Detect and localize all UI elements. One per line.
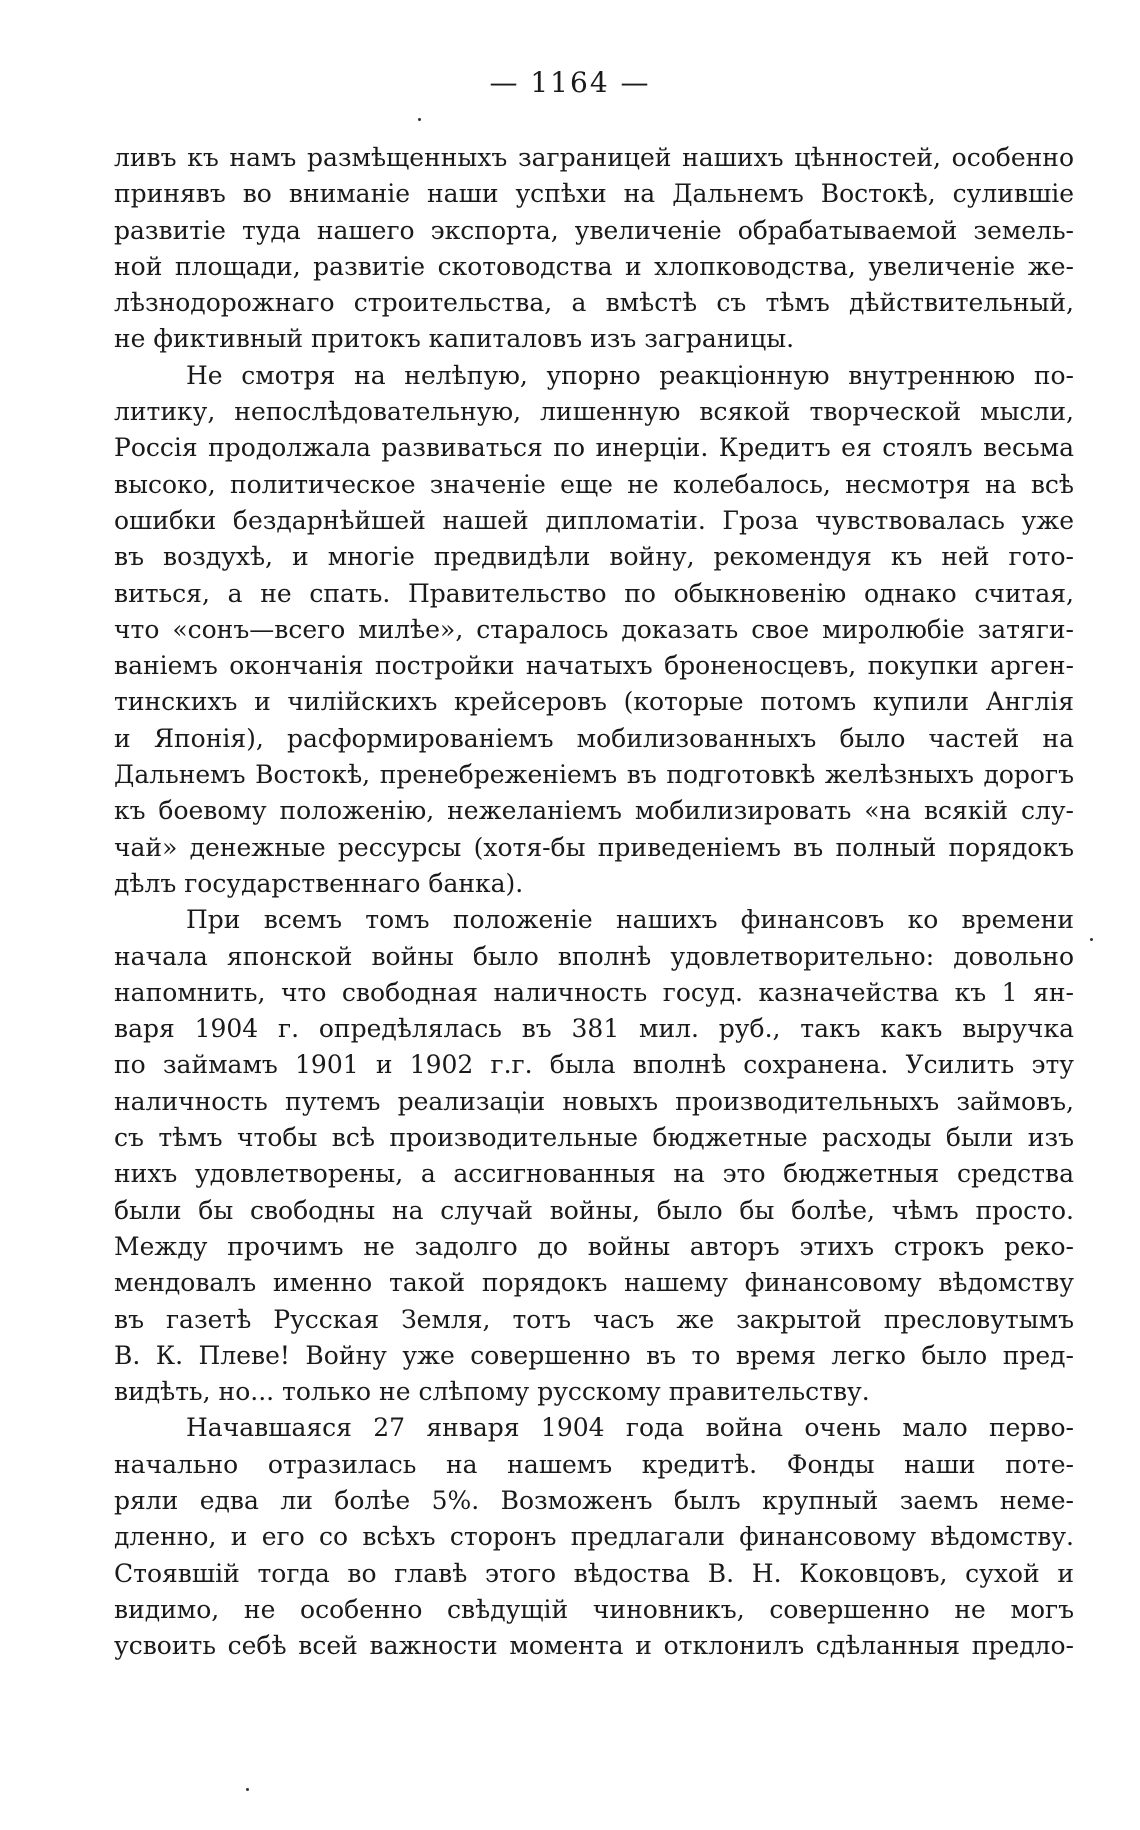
text-line: литику, непослѣдовательную, лишенную всякой творческой мысли, <box>114 397 1074 427</box>
print-speck <box>246 1788 249 1791</box>
text-line: ной площади, развитіе скотоводства и хлопководства, увеличеніе же- <box>114 251 1074 281</box>
text-line: развитіе туда нашего экспорта, увеличеніе обрабатываемой земель- <box>114 215 1074 245</box>
text-line: тинскихъ и чилійскихъ крейсеровъ (которые потомъ купили Англія <box>114 687 1074 717</box>
text-line: усвоить себѣ всей важности момента и отклонилъ сдѣланныя предло- <box>114 1631 1074 1661</box>
text-line: нихъ удовлетворены, а ассигнованныя на это бюджетныя средства <box>114 1159 1074 1189</box>
text-line: Россія продолжала развиваться по инерціи. Кредитъ ея стоялъ весьма <box>114 433 1074 463</box>
text-line: съ тѣмъ чтобы всѣ производительные бюджетные расходы были изъ <box>114 1123 1074 1153</box>
print-speck <box>1090 938 1093 941</box>
text-line: наличность путемъ реализаціи новыхъ производительныхъ займовъ, <box>114 1086 1074 1116</box>
text-line: дленно, и его со всѣхъ сторонъ предлагали финансовому вѣдомству. <box>114 1522 1074 1552</box>
text-line: Дальнемъ Востокѣ, пренебреженіемъ въ подготовкѣ желѣзныхъ дорогъ <box>114 760 1074 790</box>
text-line: В. К. Плеве! Войну уже совершенно въ то время легко было пред- <box>114 1340 1074 1370</box>
text-line: дѣлъ государственнаго банка). <box>114 868 524 898</box>
text-line: были бы свободны на случай войны, было бы болѣе, чѣмъ просто. <box>114 1195 1074 1225</box>
text-line: принявъ во вниманіе наши успѣхи на Дальнемъ Востокѣ, сулившіе <box>114 179 1074 209</box>
text-line: видимо, не особенно свѣдущій чиновникъ, совершенно не могъ <box>114 1594 1074 1624</box>
text-line: напомнить, что свободная наличность госуд. казначейства къ 1 ян- <box>114 977 1074 1007</box>
text-line: ваніемъ окончанія постройки начатыхъ броненосцевъ, покупки арген- <box>114 651 1074 681</box>
text-line: по займамъ 1901 и 1902 г.г. была вполнѣ сохранена. Усилить эту <box>114 1050 1074 1080</box>
text-line: высоко, политическое значеніе еще не колебалось, несмотря на всѣ <box>114 469 1074 499</box>
text-line: не фиктивный притокъ капиталовъ изъ заграницы. <box>114 324 795 354</box>
text-line: начала японской войны было вполнѣ удовлетворительно: довольно <box>114 941 1074 971</box>
text-line: видѣть, но... только не слѣпому русскому правительству. <box>114 1377 870 1407</box>
body-text <box>114 140 1074 1664</box>
text-line: начально отразилась на нашемъ кредитѣ. Фонды наши поте- <box>114 1449 1074 1479</box>
text-line: Стоявшій тогда во главѣ этого вѣдоства В. Н. Коковцовъ, сухой и <box>114 1558 1074 1588</box>
text-line: въ воздухѣ, и многіе предвидѣли войну, рекомендуя къ ней гото- <box>114 542 1074 572</box>
text-line: мендовалъ именно такой порядокъ нашему финансовому вѣдомству <box>114 1268 1074 1298</box>
text-line: что «сонъ—всего милѣе», старалось доказать свое миролюбіе затяги- <box>114 614 1074 644</box>
text-line: Начавшаяся 27 января 1904 года война очень мало перво- <box>186 1413 1074 1443</box>
text-line: ряли едва ли болѣе 5%. Возможенъ былъ крупный заемъ неме- <box>114 1485 1074 1515</box>
text-line: виться, а не спать. Правительство по обыкновенію однако считая, <box>114 578 1074 608</box>
text-line: При всемъ томъ положеніе нашихъ финансовъ ко времени <box>186 905 1074 935</box>
text-line: ошибки бездарнѣйшей нашей дипломатіи. Гроза чувствовалась уже <box>114 505 1074 535</box>
text-line: варя 1904 г. опредѣлялась въ 381 мил. руб., такъ какъ выручка <box>114 1014 1074 1044</box>
text-line: къ боевому положенію, нежеланіемъ мобилизировать «на всякій слу- <box>114 796 1074 826</box>
text-line: Не смотря на нелѣпую, упорно реакціонную внутреннюю по- <box>186 360 1074 390</box>
text-line: лѣзнодорожнаго строительства, а вмѣстѣ съ тѣмъ дѣйствительный, <box>114 288 1074 318</box>
text-line: Между прочимъ не задолго до войны авторъ этихъ строкъ реко- <box>114 1231 1074 1261</box>
page-number: — 1164 — <box>489 66 651 99</box>
text-line: чай» денежные рессурсы (хотя-бы приведеніемъ въ полный порядокъ <box>114 832 1074 862</box>
text-line: въ газетѣ Русская Земля, тотъ часъ же закрытой пресловутымъ <box>114 1304 1074 1334</box>
print-speck <box>418 118 421 121</box>
text-line: ливъ къ намъ размѣщенныхъ заграницей нашихъ цѣнностей, особенно <box>114 143 1074 172</box>
text-line: и Японія), расформированіемъ мобилизованныхъ было частей на <box>114 723 1074 753</box>
